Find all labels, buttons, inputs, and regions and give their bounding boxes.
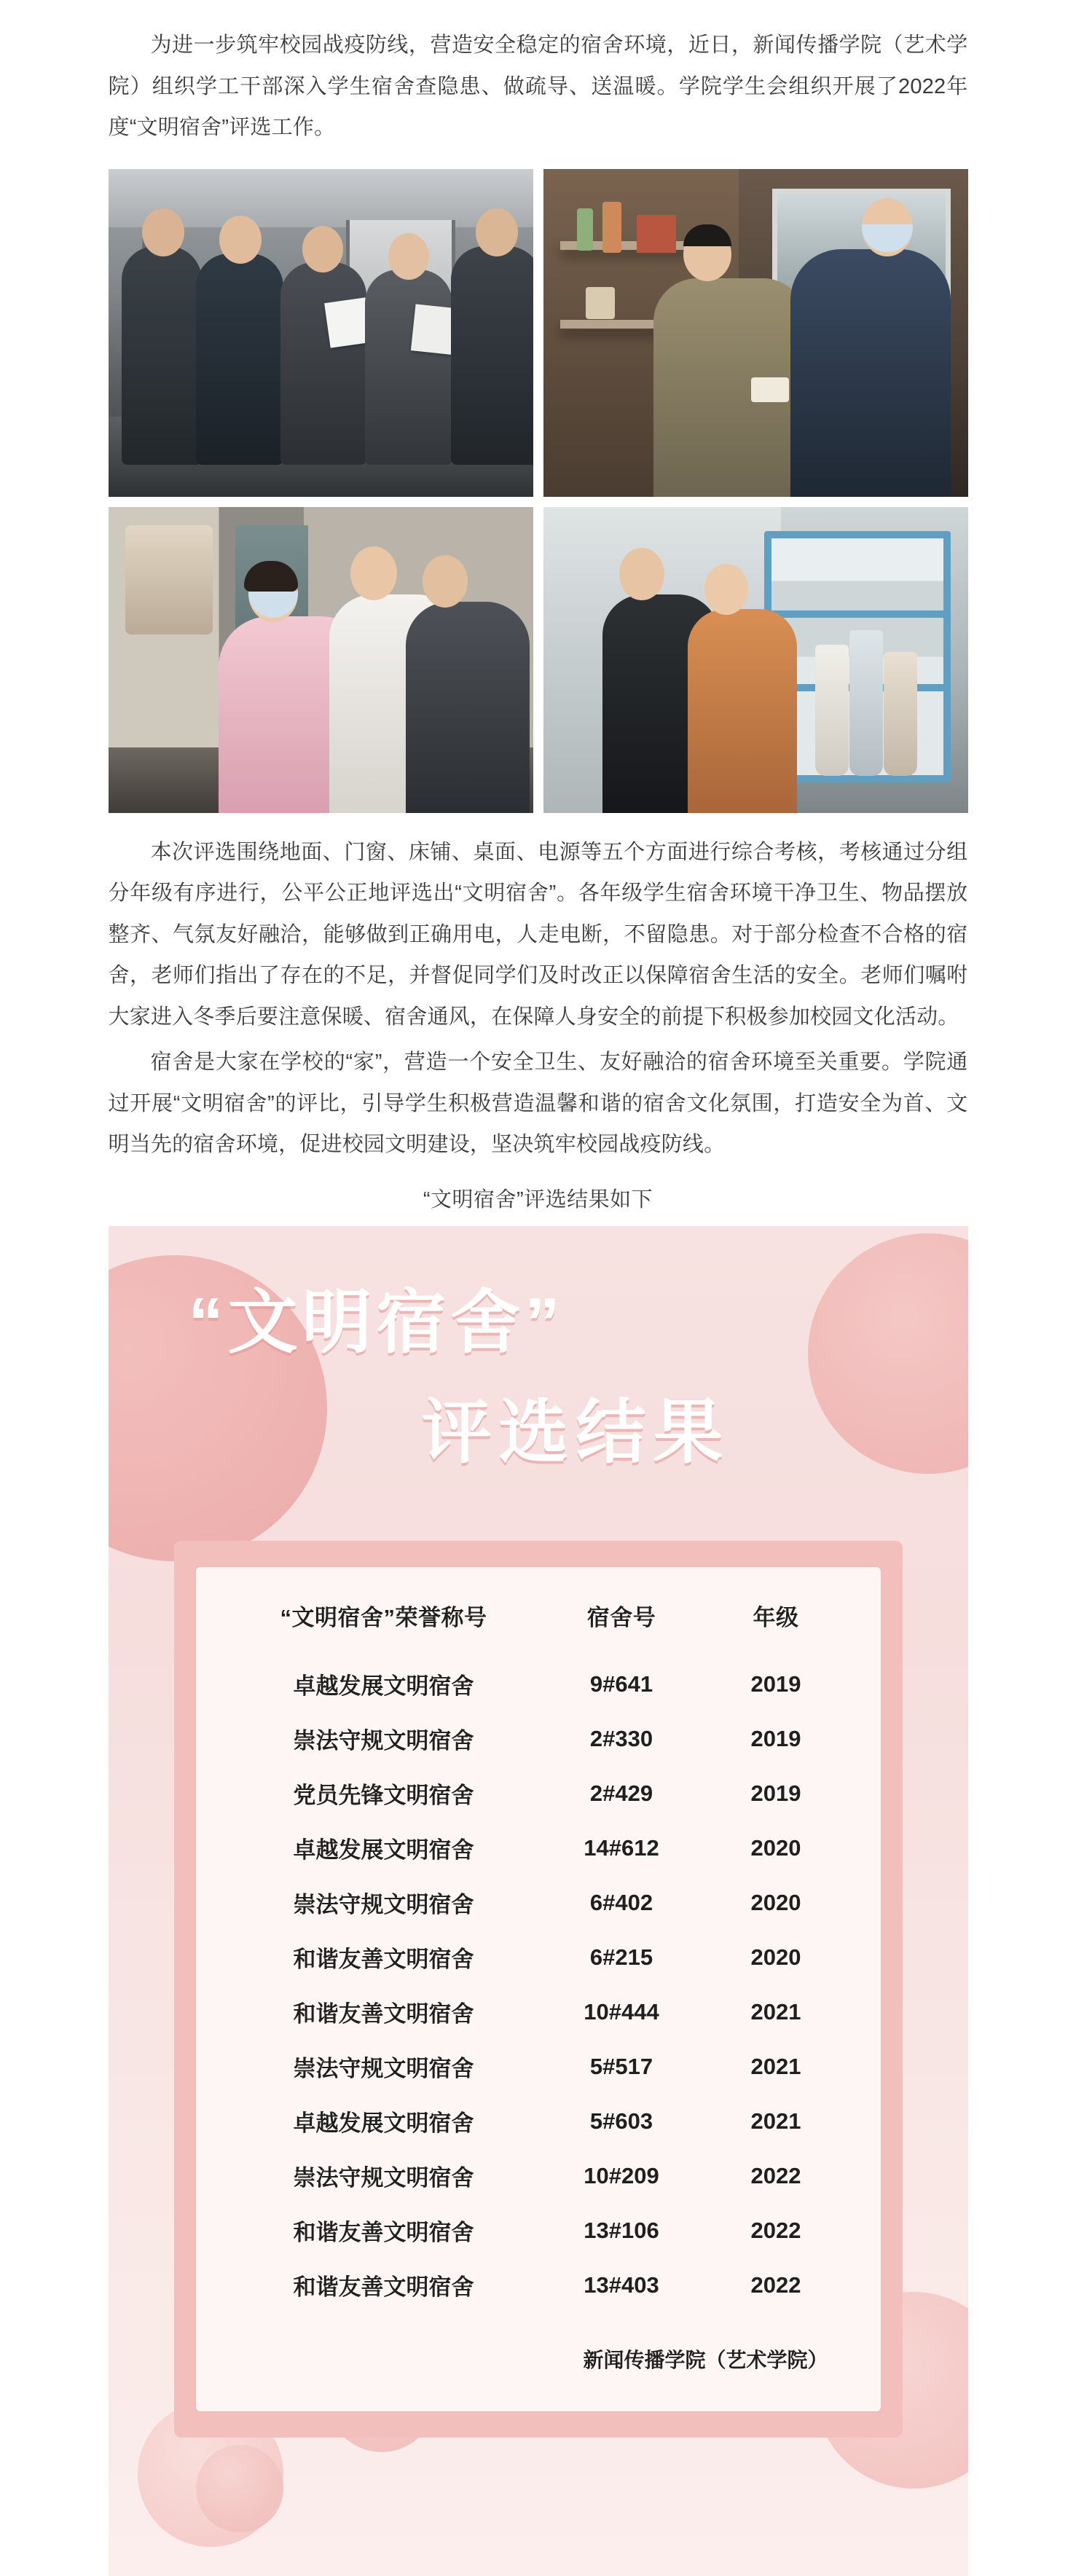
- student-orange-top: [688, 609, 797, 813]
- cell-grade: 2021: [750, 1998, 801, 2025]
- column-header-grade: 年级: [753, 1605, 799, 1631]
- photo-corridor-inspection: [109, 169, 533, 497]
- results-table-body: [229, 1657, 847, 2312]
- person-2-head: [219, 216, 262, 264]
- results-card: [196, 1567, 881, 2411]
- cell-honor: 崇法守规文明宿舍: [293, 2056, 474, 2082]
- column-header-honor: “文明宿舍”荣誉称号: [280, 1605, 487, 1631]
- hanging-clothes-1: [815, 645, 849, 776]
- cell-honor: 党员先锋文明宿舍: [293, 1783, 474, 1809]
- cell-dorm: 10#209: [584, 2162, 659, 2188]
- column-header-dorm: 宿舍号: [586, 1605, 656, 1631]
- cell-grade: 2019: [750, 1780, 801, 1806]
- cell-dorm: 13#403: [584, 2271, 659, 2298]
- cell-honor: 卓越发展文明宿舍: [293, 2110, 474, 2137]
- cell-grade: 2022: [750, 2217, 801, 2243]
- table-row: [229, 1711, 847, 1766]
- table-row: [229, 1930, 847, 1984]
- cell-dorm: 14#612: [584, 1834, 659, 1861]
- cell-dorm: 6#402: [589, 1889, 653, 1915]
- cell-honor: 和谐友善文明宿舍: [293, 1947, 474, 1973]
- results-table: [229, 1599, 847, 2312]
- box-1: [637, 215, 676, 253]
- person-1: [122, 246, 202, 465]
- person-4-head: [388, 233, 429, 280]
- person-4: [365, 270, 452, 465]
- cell-grade: 2021: [750, 2053, 801, 2079]
- table-row: [229, 2148, 847, 2203]
- cell-dorm: 13#106: [584, 2217, 659, 2243]
- article-body-continued: [109, 832, 968, 1213]
- paragraph-3: 宿舍是大家在学校的“家”，营造一个安全卫生、友好融洽的宿舍环境至关重要。学院通过开展“文明宿舍”的评比，引导学生积极营造温馨和谐的宿舍文化氛围，打造安全为首、文明当先的宿舍环境，促进校园文明建设，坚决筑牢校园战疫防线。: [108, 1051, 968, 1157]
- student-figure: [790, 249, 951, 497]
- results-poster: [109, 1226, 968, 2576]
- cell-grade: 2020: [750, 1834, 801, 1861]
- student-dark-head: [423, 555, 468, 608]
- article-body: [109, 0, 968, 149]
- decorative-circle: [196, 2445, 283, 2532]
- person-5: [451, 246, 533, 465]
- student-black-head: [619, 548, 664, 600]
- person-5-head: [476, 208, 518, 256]
- person-3-head: [302, 226, 343, 272]
- photo-students-corridor: [109, 507, 533, 813]
- hanging-clothes-2: [849, 630, 883, 776]
- poster-title-line1: “文明宿舍”: [188, 1284, 565, 1362]
- person-1-head: [142, 208, 184, 256]
- bottle-1: [577, 208, 593, 251]
- cell-honor: 和谐友善文明宿舍: [293, 2001, 474, 2027]
- cell-honor: 卓越发展文明宿舍: [293, 1673, 474, 1700]
- photo-bunk-beds: [543, 507, 968, 813]
- table-row: [229, 1657, 847, 1711]
- table-row: [229, 1875, 847, 1930]
- table-row: [229, 2203, 847, 2258]
- student-orange-head: [704, 564, 748, 615]
- paragraph-2: 本次评选围绕地面、门窗、床铺、桌面、电源等五个方面进行综合考核，考核通过分组分年级有序进行，公平公正地评选出“文明宿舍”。各年级学生宿舍环境干净卫生、物品摆放整齐、气氛友好融洽，能够做到正确用电，人走电断，不留隐患。对于部分检查不合格的宿舍，老师们指出了存在的不足，并督促同学们及时改正以保障宿舍生活的安全。老师们嘱咐大家进入冬季后要注意保暖、宿舍通风，在保障人身安全的前提下积极参加校园文化活动。: [108, 840, 968, 1029]
- bed-rail-upper: [764, 610, 951, 618]
- cell-grade: 2020: [750, 1944, 801, 1970]
- hanging-clothes-3: [884, 652, 917, 776]
- table-row: [229, 2039, 847, 2094]
- table-header-row: [229, 1599, 847, 1657]
- results-caption: “文明宿舍”评选结果如下: [423, 1188, 653, 1212]
- person-3: [280, 262, 366, 465]
- poster-title-line2: 评选结果: [421, 1394, 731, 1472]
- table-row: [229, 2258, 847, 2312]
- cell-honor: 崇法守规文明宿舍: [293, 1892, 474, 1918]
- cell-honor: 崇法守规文明宿舍: [293, 1728, 474, 1754]
- cell-grade: 2019: [750, 1670, 801, 1697]
- cell-dorm: 5#603: [589, 2108, 653, 2134]
- cell-dorm: 9#641: [589, 1670, 653, 1697]
- jar-1: [586, 287, 615, 319]
- cell-dorm: 2#330: [589, 1725, 653, 1751]
- hanging-bags: [125, 525, 213, 635]
- student-dark-coat: [406, 602, 530, 813]
- student-white-head: [350, 546, 397, 600]
- cell-grade: 2022: [750, 2271, 801, 2298]
- cell-grade: 2019: [750, 1725, 801, 1751]
- table-row: [229, 1766, 847, 1821]
- poster-signature: 新闻传播学院（艺术学院）: [583, 2349, 828, 2372]
- table-row: [229, 2094, 847, 2148]
- cell-grade: 2020: [750, 1889, 801, 1915]
- poster-title: [109, 1226, 968, 1484]
- cell-dorm: 10#444: [584, 1998, 659, 2025]
- cell-grade: 2021: [750, 2108, 801, 2134]
- bottle-2: [602, 202, 621, 253]
- cell-honor: 和谐友善文明宿舍: [293, 2220, 474, 2246]
- cell-dorm: 2#429: [589, 1780, 653, 1806]
- cell-honor: 崇法守规文明宿舍: [293, 2165, 474, 2191]
- cell-honor: 和谐友善文明宿舍: [293, 2274, 474, 2301]
- cell-grade: 2022: [750, 2162, 801, 2188]
- handed-item: [751, 377, 789, 402]
- photo-dorm-handover: [543, 169, 968, 497]
- table-row: [229, 1984, 847, 2039]
- cell-dorm: 5#517: [589, 2053, 653, 2079]
- photo-grid: [109, 169, 968, 813]
- poster-inner-frame: [174, 1541, 903, 2438]
- cell-dorm: 6#215: [589, 1944, 653, 1970]
- table-row: [229, 1821, 847, 1875]
- cell-honor: 卓越发展文明宿舍: [293, 1837, 474, 1864]
- paragraph-1: 为进一步筑牢校园战疫防线，营造安全稳定的宿舍环境，近日，新闻传播学院（艺术学院）组织学工干部深入学生宿舍查隐患、做疏导、送温暖。学院学生会组织开展了2022年度“文明宿舍”评选工作。: [108, 34, 968, 140]
- person-2: [196, 254, 283, 465]
